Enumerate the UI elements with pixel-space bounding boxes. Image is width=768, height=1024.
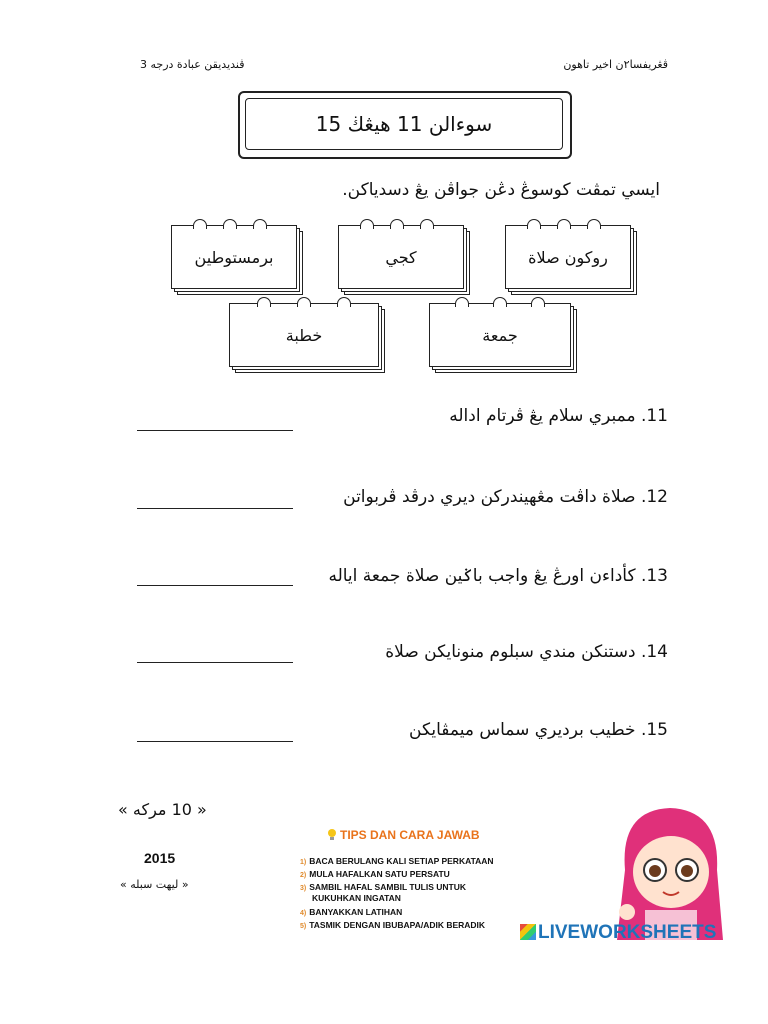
question-text: ممبري سلام يڠ ڤرتام اداله — [449, 406, 636, 426]
marks-label: « 10 مركه » — [118, 800, 207, 819]
tip-item: 5) TASMIK DENGAN IBUBAPA/ADIK BERADIK — [300, 920, 486, 930]
answer-blank-14[interactable] — [137, 662, 293, 663]
word-card-label: جمعة — [429, 303, 571, 367]
year-label: 2015 — [144, 850, 176, 866]
word-card-label: روكون صلاة — [505, 225, 631, 289]
turn-over-label: « ليهت سبله » — [120, 878, 189, 891]
answer-blank-15[interactable] — [137, 741, 293, 742]
question-number: 14. — [640, 642, 668, 662]
question-number: 11. — [640, 406, 668, 426]
question-text: صلاة داڤت مڠهيندركن ديري درڤد ڤربواتن — [343, 487, 636, 507]
word-card — [171, 225, 295, 287]
instruction-text: ايسي تمڤت كوسوڠ دڠن جواڤن يڠ دسدياكن. — [342, 180, 660, 200]
tips-title: TIPS DAN CARA JAWAB — [340, 828, 480, 842]
tip-item: 3) SAMBIL HAFAL SAMBIL TULIS UNTUK — [300, 882, 467, 892]
question-15 — [409, 720, 668, 740]
page-title: سوءالن 11 هيڠڬ 15 — [245, 98, 563, 150]
header-exam: ڤڠريفسا٢ن اخير تاهون — [563, 58, 668, 71]
question-text: دستنكن مندي سبلوم منونايكن صلاة — [385, 642, 636, 662]
word-card — [429, 303, 569, 365]
liveworksheets-watermark: LIVEWORKSHEETS — [520, 922, 716, 944]
question-12 — [343, 487, 668, 507]
tip-item: 4) BANYAKKAN LATIHAN — [300, 907, 403, 917]
answer-blank-11[interactable] — [137, 430, 293, 431]
question-11 — [449, 406, 668, 426]
question-number: 13. — [640, 566, 668, 586]
question-text: كأداءن اورڠ يڠ واجب باݢين صلاة جمعة اياله — [328, 566, 636, 586]
word-card — [338, 225, 462, 287]
tip-item: KUKUHKAN INGATAN — [312, 893, 401, 903]
question-text: خطيب برديري سماس ميمڤايكن — [409, 720, 636, 740]
question-13 — [328, 565, 668, 586]
liveworksheets-logo-icon — [520, 924, 536, 940]
header-subject: ڤنديديقن عبادة درجه 3 — [140, 58, 245, 71]
tip-item: 2) MULA HAFALKAN SATU PERSATU — [300, 869, 450, 879]
lightbulb-icon — [326, 827, 338, 841]
answer-blank-13[interactable] — [137, 585, 293, 586]
word-card-label: كجي — [338, 225, 464, 289]
question-number: 12. — [640, 487, 668, 507]
question-number: 15. — [640, 720, 668, 740]
answer-blank-12[interactable] — [137, 508, 293, 509]
word-card-label: برمستوطين — [171, 225, 297, 289]
word-card — [229, 303, 377, 365]
tip-item: 1) BACA BERULANG KALI SETIAP PERKATAAN — [300, 856, 494, 866]
question-14 — [385, 642, 668, 662]
word-card — [505, 225, 629, 287]
word-card-label: خطبة — [229, 303, 379, 367]
